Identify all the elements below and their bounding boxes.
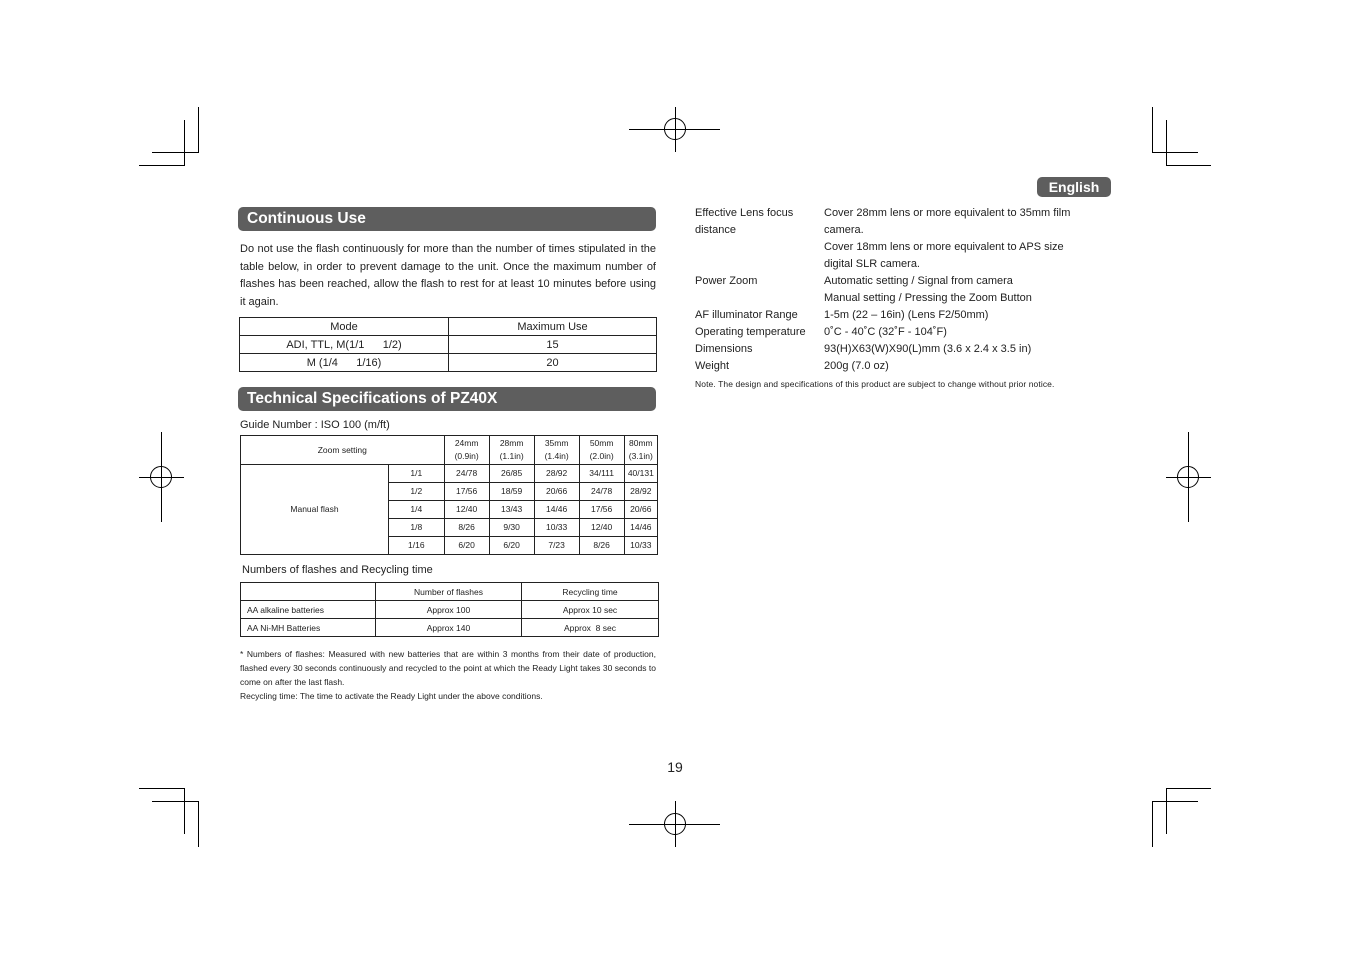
table-cell: 12/40 <box>444 501 489 519</box>
table-cell: 26/85 <box>489 465 534 483</box>
table-cell: Approx 10 sec <box>522 601 659 619</box>
table-cell: 24/78 <box>444 465 489 483</box>
table-cell: 8/26 <box>579 537 624 555</box>
zoom-column-header: 80mm (3.1in) <box>624 436 657 465</box>
spec-value: Cover 28mm lens or more equivalent to 35mm film <box>824 207 1071 219</box>
spec-list <box>695 205 1115 375</box>
zoom-setting-label: Zoom setting <box>241 436 445 465</box>
table-cell: Approx 140 <box>376 619 522 637</box>
page-number: 19 <box>667 759 683 775</box>
spec-value: 1-5m (22 – 16in) (Lens F2/50mm) <box>824 309 989 321</box>
recycle-table <box>240 582 659 637</box>
list-item <box>695 239 1115 256</box>
table-cell: 34/111 <box>579 465 624 483</box>
table-cell: 18/59 <box>489 483 534 501</box>
table-cell: 17/56 <box>579 501 624 519</box>
table-cell: Approx 8 sec <box>522 619 659 637</box>
zoom-column-header: 50mm (2.0in) <box>579 436 624 465</box>
continuous-use-table <box>239 317 657 372</box>
spec-key: Effective Lens focus <box>695 207 794 219</box>
table-cell: AA Ni-MH Batteries <box>241 619 376 637</box>
manual-flash-label: Manual flash <box>241 465 389 555</box>
list-item <box>695 358 1115 375</box>
continuous-use-heading: Continuous Use <box>238 207 656 231</box>
table-row <box>241 601 659 619</box>
table-cell: 15 <box>449 336 657 354</box>
footnote-flashes: * Numbers of flashes: Measured with new batteries that are within 3 months from their date of production, flashed every 30 seconds continuously and recycled to the point at which the Ready Light takes 30 seconds to come on after the last flash. <box>240 649 656 687</box>
table-cell: 20 <box>449 354 657 372</box>
spec-key <box>695 239 824 256</box>
table-cell: M (1/4 1/16) <box>240 354 449 372</box>
table-row <box>241 619 659 637</box>
table-header-row <box>241 436 658 465</box>
spec-key: Operating temperature <box>695 326 806 338</box>
table-cell: 14/46 <box>534 501 579 519</box>
footnote-recycling: Recycling time: The time to activate the Ready Light under the above conditions. <box>240 691 543 701</box>
table-cell: 9/30 <box>489 519 534 537</box>
spec-value: 200g (7.0 oz) <box>824 360 889 372</box>
list-item <box>695 324 1115 341</box>
table-cell: ADI, TTL, M(1/1 1/2) <box>240 336 449 354</box>
power-cell: 1/4 <box>389 501 445 519</box>
spec-key: Weight <box>695 360 730 372</box>
table-header-row <box>240 318 657 336</box>
power-cell: 1/8 <box>389 519 445 537</box>
spec-value: Cover 18mm lens or more equivalent to APS size <box>824 241 1064 253</box>
table-cell: 14/46 <box>624 519 657 537</box>
spec-value: camera. <box>824 224 864 236</box>
guide-number-table <box>240 435 658 555</box>
table-header-cell: Recycling time <box>522 583 659 601</box>
list-item <box>695 222 1115 239</box>
zoom-column-header: 28mm (1.1in) <box>489 436 534 465</box>
table-row <box>240 336 657 354</box>
spec-note: Note. The design and specifications of this product are subject to change without prior notice. <box>695 379 1055 389</box>
table-header-cell <box>241 583 376 601</box>
footnotes <box>240 647 656 703</box>
table-header-cell: Number of flashes <box>376 583 522 601</box>
table-cell: 6/20 <box>489 537 534 555</box>
list-item <box>695 290 1115 307</box>
list-item <box>695 256 1115 273</box>
tech-specs-heading: Technical Specifications of PZ40X <box>238 387 656 411</box>
table-cell: 8/26 <box>444 519 489 537</box>
list-item <box>695 307 1115 324</box>
spec-value: Manual setting / Pressing the Zoom Button <box>824 292 1032 304</box>
table-cell: 17/56 <box>444 483 489 501</box>
zoom-column-header: 24mm (0.9in) <box>444 436 489 465</box>
table-header-cell: Maximum Use <box>449 318 657 336</box>
table-cell: 40/131 <box>624 465 657 483</box>
table-cell: 13/43 <box>489 501 534 519</box>
table-cell: 20/66 <box>624 501 657 519</box>
table-header-cell: Mode <box>240 318 449 336</box>
spec-key <box>695 256 824 273</box>
power-cell: 1/1 <box>389 465 445 483</box>
table-cell: 28/92 <box>534 465 579 483</box>
spec-key: distance <box>695 224 736 236</box>
power-cell: 1/16 <box>389 537 445 555</box>
spec-key: Dimensions <box>695 343 753 355</box>
guide-number-label: Guide Number : ISO 100 (m/ft) <box>240 419 390 431</box>
list-item <box>695 341 1115 358</box>
table-cell: 28/92 <box>624 483 657 501</box>
zoom-column-header: 35mm (1.4in) <box>534 436 579 465</box>
spec-value: digital SLR camera. <box>824 258 920 270</box>
spec-value: Automatic setting / Signal from camera <box>824 275 1013 287</box>
language-badge: English <box>1037 177 1111 197</box>
power-cell: 1/2 <box>389 483 445 501</box>
spec-key <box>695 290 824 307</box>
table-cell: 6/20 <box>444 537 489 555</box>
table-row <box>240 354 657 372</box>
continuous-use-body: Do not use the flash continuously for more than the number of times stipulated in the table below, in order to prevent damage to the unit. Once the maximum number of flashes has been reached, allow the flash to rest for at least 10 minutes before using it again. <box>240 243 656 308</box>
spec-key: Power Zoom <box>695 275 758 287</box>
table-cell: Approx 100 <box>376 601 522 619</box>
table-header-row <box>241 583 659 601</box>
spec-value: 93(H)X63(W)X90(L)mm (3.6 x 2.4 x 3.5 in) <box>824 343 1032 355</box>
recycle-label: Numbers of flashes and Recycling time <box>242 564 433 576</box>
table-cell: 10/33 <box>534 519 579 537</box>
list-item <box>695 273 1115 290</box>
table-cell: 10/33 <box>624 537 657 555</box>
table-cell: 20/66 <box>534 483 579 501</box>
table-row <box>241 465 658 483</box>
table-cell: AA alkaline batteries <box>241 601 376 619</box>
spec-value: 0˚C - 40˚C (32˚F - 104˚F) <box>824 326 947 338</box>
table-cell: 24/78 <box>579 483 624 501</box>
list-item <box>695 205 1115 222</box>
spec-key: AF illuminator Range <box>695 309 798 321</box>
table-cell: 12/40 <box>579 519 624 537</box>
table-cell: 7/23 <box>534 537 579 555</box>
